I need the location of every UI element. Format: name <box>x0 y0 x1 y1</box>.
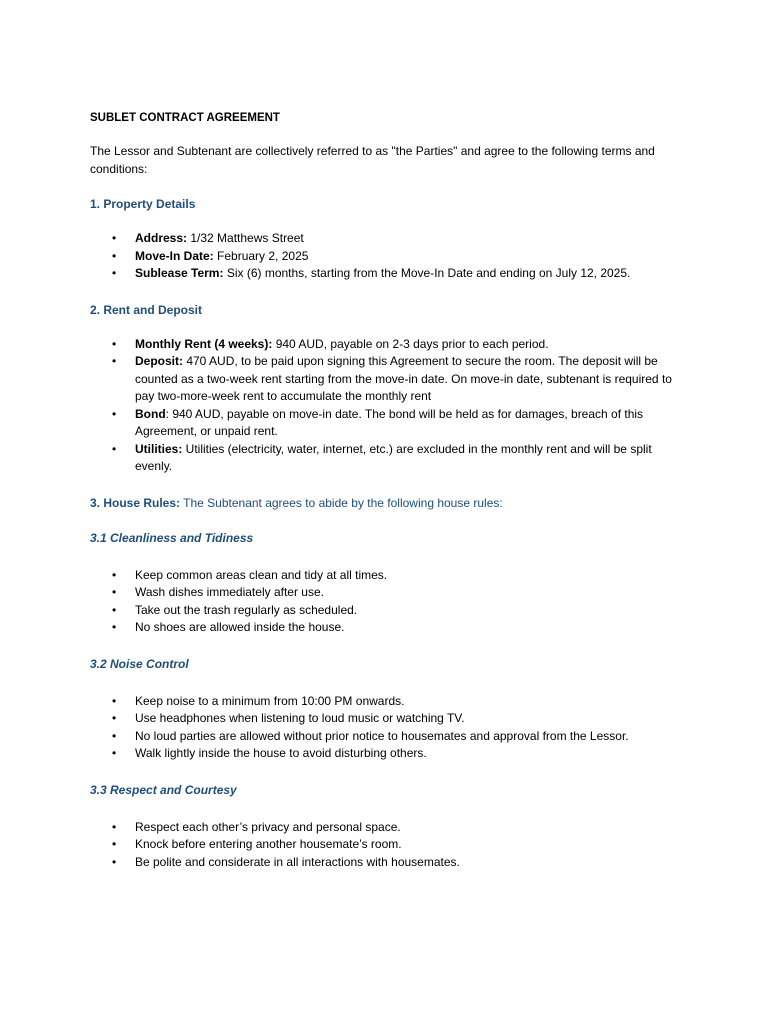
item-text: : 940 AUD, payable on move-in date. The bond will be held as for damages, breach of this Agreement, or unpaid rent. <box>135 406 644 438</box>
bullet-icon: • <box>112 248 117 263</box>
list-item <box>90 819 675 837</box>
item-text: Knock before entering another housemate’s room. <box>135 837 402 851</box>
item-text: No shoes are allowed inside the house. <box>135 620 345 634</box>
list-item <box>90 619 675 637</box>
item-text: No loud parties are allowed without prior notice to housemates and approval from the Lessor. <box>135 728 629 743</box>
house-rules-heading: 3. House Rules: <box>90 495 181 510</box>
item-label: Move-In Date: <box>135 248 214 263</box>
bullet-icon: • <box>112 837 117 851</box>
bullet-icon: • <box>112 819 117 834</box>
list-item <box>90 230 675 248</box>
rent-deposit-list <box>90 336 690 476</box>
list-item <box>90 406 675 441</box>
bullet-icon: • <box>112 854 117 869</box>
bullet-icon: • <box>112 711 117 725</box>
list-item <box>90 854 675 872</box>
item-text: 1/32 Matthews Street <box>187 231 304 245</box>
item-text: 470 AUD, to be paid upon signing this Agreement to secure the room. The deposit will be counted as a two-week rent starting from the move-in date. On move-in date, subtenant is required to pay two-more-week rent to accumulate the monthly rent <box>135 354 672 403</box>
bullet-icon: • <box>112 406 117 421</box>
item-text: Keep noise to a minimum from 10:00 PM onwards. <box>135 693 405 708</box>
list-item <box>90 248 675 266</box>
list-item <box>90 265 675 283</box>
item-text: Use headphones when listening to loud music or watching TV. <box>135 711 465 725</box>
house-rules-heading-rest: The Subtenant agrees to abide by the following house rules: <box>180 495 503 510</box>
cleanliness-list <box>90 567 690 637</box>
item-label: Deposit: <box>135 354 183 368</box>
bullet-icon: • <box>112 728 117 743</box>
document-title: SUBLET CONTRACT AGREEMENT <box>90 112 280 124</box>
item-label: Sublease Term: <box>135 266 224 280</box>
subsection-heading-cleanliness: 3.1 Cleanliness and Tidiness <box>90 530 254 545</box>
subsection-heading-respect-courtesy: 3.3 Respect and Courtesy <box>90 782 237 797</box>
respect-courtesy-list <box>90 819 690 872</box>
bullet-icon: • <box>112 231 117 245</box>
bullet-icon: • <box>112 620 117 634</box>
property-details-list <box>90 230 690 283</box>
list-item <box>90 602 675 620</box>
section-heading-property-details: 1. Property Details <box>90 197 196 211</box>
section-heading-house-rules <box>90 494 690 512</box>
item-text: Be polite and considerate in all interactions with housemates. <box>135 854 460 869</box>
item-text: Walk lightly inside the house to avoid disturbing others. <box>135 746 427 760</box>
list-item <box>90 336 675 354</box>
noise-control-list <box>90 693 690 763</box>
bullet-icon: • <box>112 441 117 456</box>
list-item <box>90 353 675 406</box>
bullet-icon: • <box>112 693 117 708</box>
item-text: February 2, 2025 <box>213 248 309 263</box>
subsection-heading-noise-control: 3.2 Noise Control <box>90 656 189 671</box>
list-item <box>90 745 675 763</box>
document-body <box>90 110 690 889</box>
item-label: Bond <box>135 406 166 421</box>
bullet-icon: • <box>112 585 117 599</box>
item-text: Respect each other’s privacy and personal space. <box>135 819 401 834</box>
bullet-icon: • <box>112 746 117 760</box>
list-item <box>90 836 675 854</box>
bullet-icon: • <box>112 567 117 582</box>
item-text: Utilities (electricity, water, internet, etc.) are excluded in the monthly rent and will be split evenly. <box>135 441 652 473</box>
list-item <box>90 710 675 728</box>
item-text: Wash dishes immediately after use. <box>135 585 324 599</box>
intro-paragraph: The Lessor and Subtenant are collectively referred to as "the Parties" and agree to the following terms and conditions: <box>90 144 655 176</box>
bullet-icon: • <box>112 354 117 368</box>
item-text: Take out the trash regularly as scheduled. <box>135 602 358 617</box>
list-item <box>90 693 675 711</box>
item-text: Keep common areas clean and tidy at all times. <box>135 567 388 582</box>
list-item <box>90 567 675 585</box>
section-heading-rent-deposit: 2. Rent and Deposit <box>90 302 203 317</box>
bullet-icon: • <box>112 602 117 617</box>
item-text: 940 AUD, payable on 2-3 days prior to each period. <box>272 336 549 351</box>
bullet-icon: • <box>112 266 117 280</box>
item-label: Monthly Rent (4 weeks): <box>135 336 273 351</box>
list-item <box>90 584 675 602</box>
bullet-icon: • <box>112 336 117 351</box>
list-item <box>90 728 675 746</box>
item-label: Address: <box>135 231 188 245</box>
item-label: Utilities: <box>135 441 183 456</box>
list-item <box>90 441 675 476</box>
item-text: Six (6) months, starting from the Move-In Date and ending on July 12, 2025. <box>223 266 631 280</box>
